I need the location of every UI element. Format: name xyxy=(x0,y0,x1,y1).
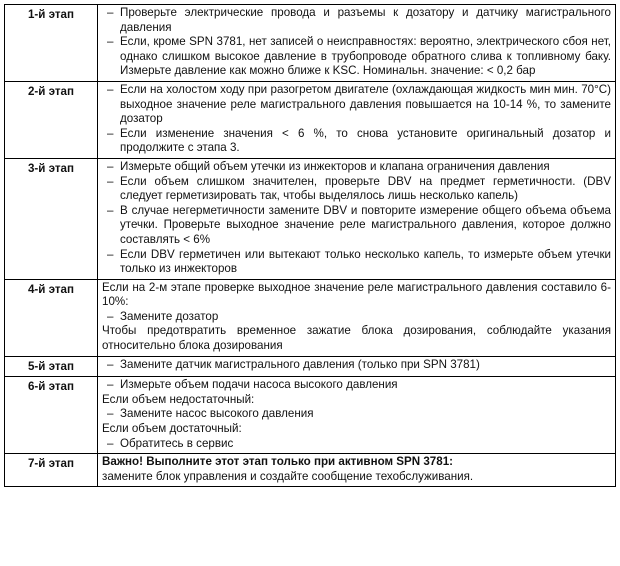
stage-label: 7-й этап xyxy=(5,454,98,487)
bullet-item: – Измерьте общий объем утечки из инжекторов и клапана ограничения давления xyxy=(102,160,611,175)
stage-row xyxy=(5,279,616,356)
stage-row xyxy=(5,377,616,454)
stage-label: 2-й этап xyxy=(5,81,98,158)
stage-row xyxy=(5,356,616,377)
bullet-item: – Если, кроме SPN 3781, нет записей о неисправностях: вероятно, электрического сбоя нет, однако слишком высокое давление в трубопроводе обратного слива к топливному баку. Измерьте давление как можно ближе к KSC. Номинальн. значение: < 0,2 бар xyxy=(102,35,611,79)
bullet-item: – Измерьте объем подачи насоса высокого давления xyxy=(102,378,611,393)
stages-table xyxy=(4,4,616,487)
procedure-document xyxy=(4,4,616,487)
bullet-item: – Если DBV герметичен или вытекают только несколько капель, то измерьте объем утечки только из инжекторов xyxy=(102,248,611,277)
bullet-item: – Замените насос высокого давления xyxy=(102,407,611,422)
stage-label: 1-й этап xyxy=(5,5,98,82)
text-line: Если на 2-м этапе проверке выходное значение реле магистрального давления составило 6-10%: xyxy=(102,280,611,309)
stage-label: 5-й этап xyxy=(5,356,98,377)
stage-content xyxy=(98,377,616,454)
bullet-item: – Проверьте электрические провода и разъемы к дозатору и датчику магистрального давления xyxy=(102,6,611,35)
bullet-item: – Если изменение значения < 6 %, то снова установите оригинальный дозатор и продолжите с этапа 3. xyxy=(102,127,611,156)
stage-row xyxy=(5,5,616,82)
stage-label: 6-й этап xyxy=(5,377,98,454)
bullet-item: – Замените датчик магистрального давления (только при SPN 3781) xyxy=(102,358,611,373)
stage-content xyxy=(98,158,616,279)
bullet-item: – Замените дозатор xyxy=(102,310,611,325)
bullet-item: – Если объем слишком значителен, проверьте DBV на предмет герметичности. (DBV следует герметизировать так, чтобы выделялось лишь несколько капель) xyxy=(102,175,611,204)
stage-row xyxy=(5,81,616,158)
stage-row xyxy=(5,454,616,487)
bullet-item: – Обратитесь в сервис xyxy=(102,437,611,452)
stage-label: 3-й этап xyxy=(5,158,98,279)
stage-content xyxy=(98,81,616,158)
stage-label: 4-й этап xyxy=(5,279,98,356)
stage-content xyxy=(98,454,616,487)
text-line: Если объем недостаточный: xyxy=(102,392,255,406)
bullet-item: – В случае негерметичности замените DBV и повторите измерение общего объема объема утечки. Проверьте выходное значение реле магистрального давления, которое должно составлять < 6% xyxy=(102,204,611,248)
text-line: Важно! Выполните этот этап только при активном SPN 3781: xyxy=(102,455,454,469)
stage-content xyxy=(98,5,616,82)
text-line: Если объем достаточный: xyxy=(102,422,242,436)
text-line: Чтобы предотвратить временное зажатие блока дозирования, соблюдайте указания относительно блока дозирования xyxy=(102,324,611,353)
stage-row xyxy=(5,158,616,279)
stage-content xyxy=(98,356,616,377)
text-line: замените блок управления и создайте сообщение техобслуживания. xyxy=(102,469,474,483)
stage-content xyxy=(98,279,616,356)
bullet-item: – Если на холостом ходу при разогретом двигателе (охлаждающая жидкость мин мин. 70°C) выходное значение реле магистрального давления повышается на 10-14 %, то замените дозатор xyxy=(102,83,611,127)
